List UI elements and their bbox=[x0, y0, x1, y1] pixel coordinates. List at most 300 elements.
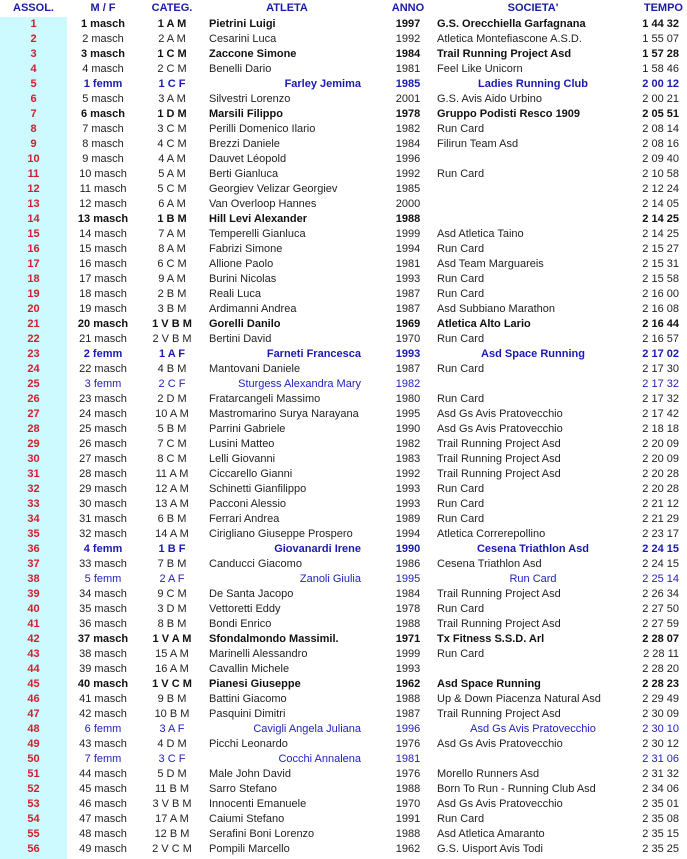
club-cell: Asd Subbiano Marathon bbox=[437, 303, 556, 315]
birth-year-cell: 1976 bbox=[395, 768, 421, 780]
athlete-name-cell: Sfondalmondo Massimil. bbox=[209, 633, 339, 645]
club-cell bbox=[433, 152, 629, 167]
table-row bbox=[0, 62, 687, 77]
athlete-name-cell: Serafini Boni Lorenzo bbox=[209, 828, 315, 840]
category-cell: 3 V B M bbox=[152, 798, 192, 810]
athlete-name-cell: Cesarini Luca bbox=[209, 33, 277, 45]
gender-rank-cell: 38 masch bbox=[79, 648, 127, 660]
birth-year-cell: 1976 bbox=[395, 738, 421, 750]
table-row bbox=[0, 587, 687, 602]
athlete-name-cell: Hill Levi Alexander bbox=[209, 213, 308, 225]
position-cell: 35 bbox=[27, 528, 40, 540]
birth-year-cell: 1993 bbox=[395, 498, 421, 510]
birth-year-cell: 1985 bbox=[395, 183, 421, 195]
header-category: CATEG. bbox=[151, 2, 193, 14]
position-cell: 11 bbox=[27, 168, 40, 180]
finish-time-cell: 2 17 02 bbox=[642, 348, 679, 360]
finish-time-cell: 2 24 15 bbox=[642, 558, 679, 570]
birth-year-cell: 1993 bbox=[395, 348, 421, 360]
birth-year-cell: 1999 bbox=[395, 228, 421, 240]
category-cell: 12 A M bbox=[155, 483, 189, 495]
table-row bbox=[0, 272, 687, 287]
athlete-name-cell: Perilli Domenico Ilario bbox=[209, 123, 316, 135]
athlete-name-cell: Caiumi Stefano bbox=[209, 813, 285, 825]
position-cell: 41 bbox=[27, 618, 40, 630]
finish-time-cell: 2 30 10 bbox=[642, 723, 679, 735]
results-body bbox=[0, 17, 687, 857]
finish-time-cell: 2 15 58 bbox=[642, 273, 679, 285]
athlete-name-cell: Cavigli Angela Juliana bbox=[253, 723, 361, 735]
birth-year-cell: 1993 bbox=[395, 483, 421, 495]
table-row bbox=[0, 662, 687, 677]
gender-rank-cell: 5 masch bbox=[82, 93, 124, 105]
position-cell: 44 bbox=[27, 663, 40, 675]
birth-year-cell: 1992 bbox=[395, 168, 421, 180]
club-cell bbox=[433, 377, 629, 392]
club-cell: Up & Down Piacenza Natural Asd bbox=[437, 693, 601, 705]
club-cell: Run Card bbox=[437, 483, 485, 495]
position-cell: 54 bbox=[27, 813, 40, 825]
birth-year-cell: 1991 bbox=[395, 813, 421, 825]
table-row bbox=[0, 122, 687, 137]
finish-time-cell: 1 55 07 bbox=[642, 33, 679, 45]
gender-rank-cell: 27 masch bbox=[79, 453, 127, 465]
birth-year-cell: 1988 bbox=[395, 693, 421, 705]
finish-time-cell: 2 31 06 bbox=[642, 753, 679, 765]
header-year: ANNO bbox=[391, 2, 425, 14]
athlete-name-cell: Farley Jemima bbox=[284, 78, 361, 90]
finish-time-cell: 2 35 01 bbox=[642, 798, 679, 810]
athlete-name-cell: Bondi Enrico bbox=[209, 618, 272, 630]
position-cell: 55 bbox=[27, 828, 40, 840]
category-cell: 11 A M bbox=[155, 468, 189, 480]
club-cell: Ladies Running Club bbox=[478, 78, 588, 90]
category-cell: 9 C M bbox=[157, 588, 187, 600]
finish-time-cell: 2 08 16 bbox=[642, 138, 679, 150]
finish-time-cell: 1 44 32 bbox=[642, 18, 679, 30]
athlete-name-cell: Giovanardi Irene bbox=[274, 543, 361, 555]
position-cell: 48 bbox=[27, 723, 40, 735]
gender-rank-cell: 45 masch bbox=[79, 783, 127, 795]
athlete-name-cell: Silvestri Lorenzo bbox=[209, 93, 291, 105]
category-cell: 7 A M bbox=[158, 228, 186, 240]
position-cell: 7 bbox=[30, 108, 37, 120]
position-cell: 46 bbox=[27, 693, 40, 705]
club-cell: Cesena Triathlon Asd bbox=[476, 543, 590, 555]
table-row bbox=[0, 767, 687, 782]
birth-year-cell: 1999 bbox=[395, 648, 421, 660]
category-cell: 1 A M bbox=[157, 18, 187, 30]
athlete-name-cell: Canducci Giacomo bbox=[209, 558, 302, 570]
club-cell: Feel Like Unicorn bbox=[437, 63, 523, 75]
club-cell: Run Card bbox=[437, 123, 485, 135]
position-cell: 13 bbox=[27, 198, 40, 210]
birth-year-cell: 1997 bbox=[395, 18, 421, 30]
birth-year-cell: 1987 bbox=[395, 303, 421, 315]
club-cell bbox=[433, 197, 629, 212]
athlete-name-cell: Burini Nicolas bbox=[209, 273, 277, 285]
club-cell: Asd Gs Avis Pratovecchio bbox=[470, 723, 596, 735]
table-row bbox=[0, 287, 687, 302]
finish-time-cell: 2 17 42 bbox=[642, 408, 679, 420]
position-cell: 17 bbox=[27, 258, 40, 270]
finish-time-cell: 2 28 23 bbox=[642, 678, 679, 690]
birth-year-cell: 1986 bbox=[395, 558, 421, 570]
category-cell: 12 B M bbox=[154, 828, 190, 840]
category-cell: 3 A M bbox=[158, 93, 186, 105]
category-cell: 6 A M bbox=[158, 198, 186, 210]
position-cell: 4 bbox=[30, 63, 37, 75]
finish-time-cell: 2 28 11 bbox=[643, 648, 679, 660]
table-row bbox=[0, 347, 687, 362]
finish-time-cell: 2 21 29 bbox=[642, 513, 679, 525]
table-row bbox=[0, 512, 687, 527]
header-row bbox=[0, 0, 687, 17]
position-cell: 43 bbox=[27, 648, 40, 660]
finish-time-cell: 2 12 24 bbox=[642, 183, 679, 195]
position-cell: 50 bbox=[27, 753, 40, 765]
athlete-name-cell: De Santa Jacopo bbox=[209, 588, 294, 600]
table-row bbox=[0, 362, 687, 377]
birth-year-cell: 1987 bbox=[395, 708, 421, 720]
gender-rank-cell: 28 masch bbox=[79, 468, 127, 480]
category-cell: 10 A M bbox=[155, 408, 189, 420]
athlete-name-cell: Battini Giacomo bbox=[209, 693, 287, 705]
position-cell: 31 bbox=[27, 468, 40, 480]
position-cell: 39 bbox=[27, 588, 40, 600]
category-cell: 3 C F bbox=[158, 753, 186, 765]
birth-year-cell: 1981 bbox=[395, 63, 421, 75]
gender-rank-cell: 19 masch bbox=[79, 303, 127, 315]
position-cell: 30 bbox=[27, 453, 40, 465]
athlete-name-cell: Berti Gianluca bbox=[209, 168, 279, 180]
gender-rank-cell: 11 masch bbox=[79, 183, 127, 195]
category-cell: 15 A M bbox=[155, 648, 189, 660]
athlete-name-cell: Cocchi Annalena bbox=[278, 753, 361, 765]
gender-rank-cell: 33 masch bbox=[79, 558, 127, 570]
table-row bbox=[0, 677, 687, 692]
category-cell: 14 A M bbox=[155, 528, 189, 540]
category-cell: 2 C F bbox=[158, 378, 186, 390]
athlete-name-cell: Pasquini Dimitri bbox=[209, 708, 286, 720]
header-position: ASSOL. bbox=[13, 2, 54, 14]
position-cell: 53 bbox=[27, 798, 40, 810]
header-athlete: ATLETA bbox=[266, 2, 308, 14]
club-cell: Trail Running Project Asd bbox=[437, 453, 561, 465]
gender-rank-cell: 3 masch bbox=[80, 48, 126, 60]
club-cell: Run Card bbox=[437, 513, 485, 525]
table-row bbox=[0, 392, 687, 407]
finish-time-cell: 2 15 27 bbox=[642, 243, 679, 255]
athlete-name-cell: Farneti Francesca bbox=[266, 348, 361, 360]
table-row bbox=[0, 797, 687, 812]
club-cell: Cesena Triathlon Asd bbox=[437, 558, 542, 570]
finish-time-cell: 2 30 12 bbox=[642, 738, 679, 750]
position-cell: 47 bbox=[27, 708, 40, 720]
category-cell: 11 B M bbox=[154, 783, 190, 795]
athlete-name-cell: Fratarcangeli Massimo bbox=[209, 393, 321, 405]
club-cell: Tx Fitness S.S.D. Arl bbox=[437, 633, 545, 645]
finish-time-cell: 2 28 07 bbox=[642, 633, 679, 645]
club-cell: Trail Running Project Asd bbox=[437, 588, 561, 600]
table-row bbox=[0, 497, 687, 512]
category-cell: 3 A F bbox=[159, 723, 185, 735]
athlete-name-cell: Vettoretti Eddy bbox=[209, 603, 281, 615]
table-row bbox=[0, 467, 687, 482]
category-cell: 2 V C M bbox=[152, 843, 192, 855]
table-row bbox=[0, 182, 687, 197]
gender-rank-cell: 46 masch bbox=[79, 798, 127, 810]
gender-rank-cell: 29 masch bbox=[79, 483, 127, 495]
athlete-name-cell: Parrini Gabriele bbox=[209, 423, 286, 435]
athlete-name-cell: Innocenti Emanuele bbox=[209, 798, 307, 810]
finish-time-cell: 2 17 32 bbox=[642, 393, 679, 405]
gender-rank-cell: 1 masch bbox=[80, 18, 126, 30]
athlete-name-cell: Dauvet Léopold bbox=[209, 153, 287, 165]
birth-year-cell: 1992 bbox=[395, 468, 421, 480]
athlete-name-cell: Bertini David bbox=[209, 333, 272, 345]
finish-time-cell: 2 30 09 bbox=[642, 708, 679, 720]
gender-rank-cell: 30 masch bbox=[79, 498, 127, 510]
club-cell bbox=[433, 662, 629, 677]
club-cell: Trail Running Project Asd bbox=[437, 708, 561, 720]
gender-rank-cell: 22 masch bbox=[79, 363, 127, 375]
table-row bbox=[0, 77, 687, 92]
club-cell: Asd Atletica Taino bbox=[437, 228, 524, 240]
table-row bbox=[0, 242, 687, 257]
table-row bbox=[0, 572, 687, 587]
position-cell: 21 bbox=[27, 318, 40, 330]
gender-rank-cell: 41 masch bbox=[79, 693, 127, 705]
category-cell: 2 A F bbox=[159, 573, 185, 585]
gender-rank-cell: 4 masch bbox=[82, 63, 124, 75]
birth-year-cell: 1985 bbox=[395, 78, 421, 90]
category-cell: 4 C M bbox=[157, 138, 187, 150]
table-row bbox=[0, 422, 687, 437]
table-row bbox=[0, 812, 687, 827]
category-cell: 1 V B M bbox=[152, 318, 192, 330]
category-cell: 4 B M bbox=[157, 363, 187, 375]
finish-time-cell: 2 25 14 bbox=[642, 573, 679, 585]
club-cell: Trail Running Project Asd bbox=[437, 48, 572, 60]
club-cell: Morello Runners Asd bbox=[437, 768, 540, 780]
birth-year-cell: 1992 bbox=[395, 33, 421, 45]
position-cell: 28 bbox=[27, 423, 40, 435]
category-cell: 8 B M bbox=[157, 618, 187, 630]
birth-year-cell: 1982 bbox=[395, 378, 421, 390]
club-cell: Gruppo Podisti Resco 1909 bbox=[437, 108, 581, 120]
athlete-name-cell: Pacconi Alessio bbox=[209, 498, 287, 510]
gender-rank-cell: 31 masch bbox=[79, 513, 127, 525]
club-cell: Trail Running Project Asd bbox=[437, 438, 561, 450]
finish-time-cell: 2 34 06 bbox=[642, 783, 679, 795]
table-row bbox=[0, 407, 687, 422]
gender-rank-cell: 24 masch bbox=[79, 408, 127, 420]
position-cell: 36 bbox=[27, 543, 40, 555]
finish-time-cell: 2 26 34 bbox=[642, 588, 679, 600]
gender-rank-cell: 43 masch bbox=[79, 738, 127, 750]
table-row bbox=[0, 17, 687, 32]
birth-year-cell: 1995 bbox=[395, 408, 421, 420]
position-cell: 38 bbox=[27, 573, 40, 585]
gender-rank-cell: 14 masch bbox=[79, 228, 127, 240]
category-cell: 1 D M bbox=[157, 108, 187, 120]
finish-time-cell: 2 35 08 bbox=[642, 813, 679, 825]
position-cell: 20 bbox=[27, 303, 40, 315]
athlete-name-cell: Ferrari Andrea bbox=[209, 513, 280, 525]
club-cell: Asd Gs Avis Pratovecchio bbox=[437, 798, 563, 810]
gender-rank-cell: 32 masch bbox=[79, 528, 127, 540]
header-club: SOCIETA' bbox=[507, 2, 559, 14]
gender-rank-cell: 4 femm bbox=[83, 543, 123, 555]
club-cell: Run Card bbox=[437, 498, 485, 510]
athlete-name-cell: Pietrini Luigi bbox=[209, 18, 276, 30]
category-cell: 1 B M bbox=[157, 213, 187, 225]
category-cell: 2 A M bbox=[158, 33, 186, 45]
athlete-name-cell: Sturgess Alexandra Mary bbox=[238, 378, 361, 390]
gender-rank-cell: 35 masch bbox=[79, 603, 127, 615]
category-cell: 8 C M bbox=[157, 453, 187, 465]
finish-time-cell: 2 16 57 bbox=[642, 333, 679, 345]
athlete-name-cell: Cavallin Michele bbox=[209, 663, 290, 675]
birth-year-cell: 1983 bbox=[395, 453, 421, 465]
category-cell: 4 A M bbox=[158, 153, 186, 165]
category-cell: 5 D M bbox=[157, 768, 187, 780]
position-cell: 45 bbox=[27, 678, 40, 690]
club-cell: G.S. Orecchiella Garfagnana bbox=[437, 18, 586, 30]
table-row bbox=[0, 737, 687, 752]
position-cell: 5 bbox=[30, 78, 37, 90]
position-cell: 26 bbox=[27, 393, 40, 405]
athlete-name-cell: Marinelli Alessandro bbox=[209, 648, 308, 660]
athlete-name-cell: Pianesi Giuseppe bbox=[209, 678, 301, 690]
club-cell: Run Card bbox=[437, 648, 485, 660]
category-cell: 2 V B M bbox=[152, 333, 192, 345]
position-cell: 33 bbox=[27, 498, 40, 510]
table-row bbox=[0, 137, 687, 152]
finish-time-cell: 2 28 20 bbox=[642, 663, 679, 675]
category-cell: 6 B M bbox=[157, 513, 187, 525]
club-cell: Run Card bbox=[437, 363, 485, 375]
finish-time-cell: 2 21 12 bbox=[642, 498, 679, 510]
gender-rank-cell: 6 masch bbox=[80, 108, 126, 120]
birth-year-cell: 1982 bbox=[395, 123, 421, 135]
birth-year-cell: 1970 bbox=[395, 333, 421, 345]
club-cell: Asd Team Marguareis bbox=[437, 258, 544, 270]
finish-time-cell: 2 20 09 bbox=[642, 453, 679, 465]
finish-time-cell: 2 23 17 bbox=[642, 528, 679, 540]
position-cell: 8 bbox=[30, 123, 37, 135]
position-cell: 56 bbox=[27, 843, 40, 855]
club-cell: Asd Gs Avis Pratovecchio bbox=[437, 423, 563, 435]
position-cell: 18 bbox=[27, 273, 40, 285]
position-cell: 23 bbox=[27, 348, 40, 360]
category-cell: 10 B M bbox=[154, 708, 190, 720]
finish-time-cell: 2 17 32 bbox=[642, 378, 679, 390]
athlete-name-cell: Cirigliano Giuseppe Prospero bbox=[209, 528, 353, 540]
birth-year-cell: 1990 bbox=[395, 423, 421, 435]
gender-rank-cell: 10 masch bbox=[79, 168, 127, 180]
gender-rank-cell: 17 masch bbox=[79, 273, 127, 285]
birth-year-cell: 1988 bbox=[395, 783, 421, 795]
table-row bbox=[0, 707, 687, 722]
position-cell: 22 bbox=[27, 333, 40, 345]
birth-year-cell: 1978 bbox=[395, 108, 421, 120]
gender-rank-cell: 49 masch bbox=[79, 843, 127, 855]
club-cell: Trail Running Project Asd bbox=[437, 618, 561, 630]
position-cell: 9 bbox=[30, 138, 37, 150]
club-cell: Run Card bbox=[437, 813, 485, 825]
table-row bbox=[0, 602, 687, 617]
club-cell: G.S. Avis Aido Urbino bbox=[437, 93, 542, 105]
gender-rank-cell: 2 femm bbox=[83, 348, 123, 360]
club-cell: Filirun Team Asd bbox=[437, 138, 519, 150]
athlete-name-cell: Ciccarello Gianni bbox=[209, 468, 293, 480]
category-cell: 1 C F bbox=[158, 78, 186, 90]
finish-time-cell: 2 16 08 bbox=[642, 303, 679, 315]
gender-rank-cell: 39 masch bbox=[79, 663, 127, 675]
club-cell bbox=[433, 752, 629, 767]
birth-year-cell: 1994 bbox=[395, 528, 421, 540]
position-cell: 15 bbox=[27, 228, 40, 240]
gender-rank-cell: 13 masch bbox=[77, 213, 129, 225]
gender-rank-cell: 23 masch bbox=[79, 393, 127, 405]
club-cell: Run Card bbox=[437, 288, 485, 300]
club-cell: Born To Run - Running Club Asd bbox=[437, 783, 596, 795]
position-cell: 1 bbox=[30, 18, 37, 30]
club-cell bbox=[433, 182, 629, 197]
table-row bbox=[0, 107, 687, 122]
finish-time-cell: 2 27 59 bbox=[642, 618, 679, 630]
club-cell: Run Card bbox=[437, 168, 485, 180]
athlete-name-cell: Male John David bbox=[209, 768, 291, 780]
table-row bbox=[0, 617, 687, 632]
position-cell: 10 bbox=[27, 153, 40, 165]
table-row bbox=[0, 692, 687, 707]
gender-rank-cell: 5 femm bbox=[84, 573, 122, 585]
position-cell: 6 bbox=[30, 93, 37, 105]
position-cell: 37 bbox=[27, 558, 40, 570]
finish-time-cell: 2 27 50 bbox=[642, 603, 679, 615]
finish-time-cell: 2 00 21 bbox=[642, 93, 679, 105]
finish-time-cell: 1 58 46 bbox=[642, 63, 679, 75]
birth-year-cell: 1996 bbox=[395, 153, 421, 165]
category-cell: 5 A M bbox=[158, 168, 186, 180]
category-cell: 2 B M bbox=[157, 288, 187, 300]
table-row bbox=[0, 557, 687, 572]
table-row bbox=[0, 437, 687, 452]
finish-time-cell: 2 20 09 bbox=[642, 438, 679, 450]
finish-time-cell: 2 14 25 bbox=[642, 228, 679, 240]
birth-year-cell: 1981 bbox=[395, 258, 421, 270]
category-cell: 2 C M bbox=[157, 63, 187, 75]
gender-rank-cell: 8 masch bbox=[82, 138, 124, 150]
athlete-name-cell: Mastromarino Surya Narayana bbox=[209, 408, 359, 420]
category-cell: 17 A M bbox=[155, 813, 189, 825]
table-row bbox=[0, 167, 687, 182]
gender-rank-cell: 15 masch bbox=[79, 243, 127, 255]
athlete-name-cell: Picchi Leonardo bbox=[209, 738, 288, 750]
category-cell: 3 B M bbox=[157, 303, 187, 315]
finish-time-cell: 2 14 05 bbox=[642, 198, 679, 210]
gender-rank-cell: 44 masch bbox=[79, 768, 127, 780]
table-row bbox=[0, 752, 687, 767]
club-cell: Trail Running Project Asd bbox=[437, 468, 561, 480]
category-cell: 1 V C M bbox=[152, 678, 192, 690]
gender-rank-cell: 18 masch bbox=[79, 288, 127, 300]
club-cell: Run Card bbox=[437, 393, 485, 405]
table-row bbox=[0, 317, 687, 332]
